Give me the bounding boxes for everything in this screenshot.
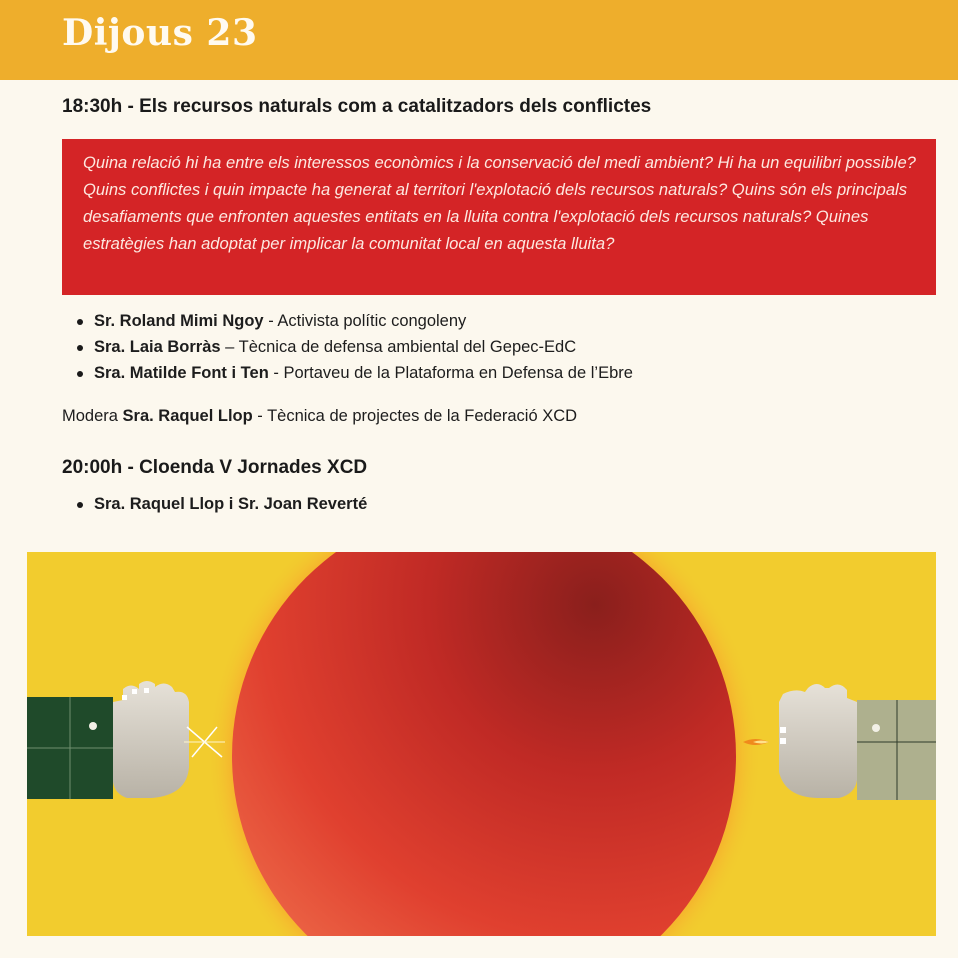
speaker-name: Sra. Laia Borràs [94,338,221,356]
speaker-list [62,308,633,386]
day-title: Dijous 23 [62,12,258,54]
questions-text: Quina relació hi ha entre els interessos econòmics i la conservació del medi ambient? Hi ha un equilibri possible? Quins conflictes i quin impacte ha generat al territori l'explotació dels recursos naturals? Quins són els principals desafiaments que enfronten aquestes entitats en la lluita contra l'explotació dels recursos naturals? Quines estratègies han adoptat per implicar la comunitat local en aquesta lluita? [83,153,916,253]
questions-box [62,139,936,295]
session-1-title: 18:30h - Els recursos naturals com a catalitzadors dels conflictes [62,96,652,117]
closing-speaker-list [62,491,367,517]
list-item [62,360,633,386]
illustration-svg [27,552,936,936]
list-item [62,308,633,334]
list-item [62,334,633,360]
session-2-title: 20:00h - Cloenda V Jornades XCD [62,457,368,478]
speaker-role: - Activista polític congoleny [263,312,467,330]
right-hand-icon [779,684,857,798]
moderator-role: - Tècnica de projectes de la Federació XCD [252,407,578,425]
speaker-role: - Portaveu de la Plataforma en Defensa de l’Ebre [268,364,633,382]
moderator-line [62,403,577,429]
illustration [27,552,936,936]
moderator-prefix: Modera [62,407,123,425]
speaker-name: Sr. Roland Mimi Ngoy [94,312,264,330]
day-header [0,0,958,80]
speaker-role: – Tècnica de defensa ambiental del Gepec-EdC [220,338,577,356]
red-planet [232,552,736,936]
left-hand-icon [113,681,189,798]
list-item [62,491,367,517]
left-sleeve [27,697,113,799]
speaker-name: Sra. Matilde Font i Ten [94,364,269,382]
moderator-name: Sra. Raquel Llop [122,407,253,425]
speaker-name: Sra. Raquel Llop i Sr. Joan Reverté [94,495,368,513]
right-sleeve [857,700,936,800]
